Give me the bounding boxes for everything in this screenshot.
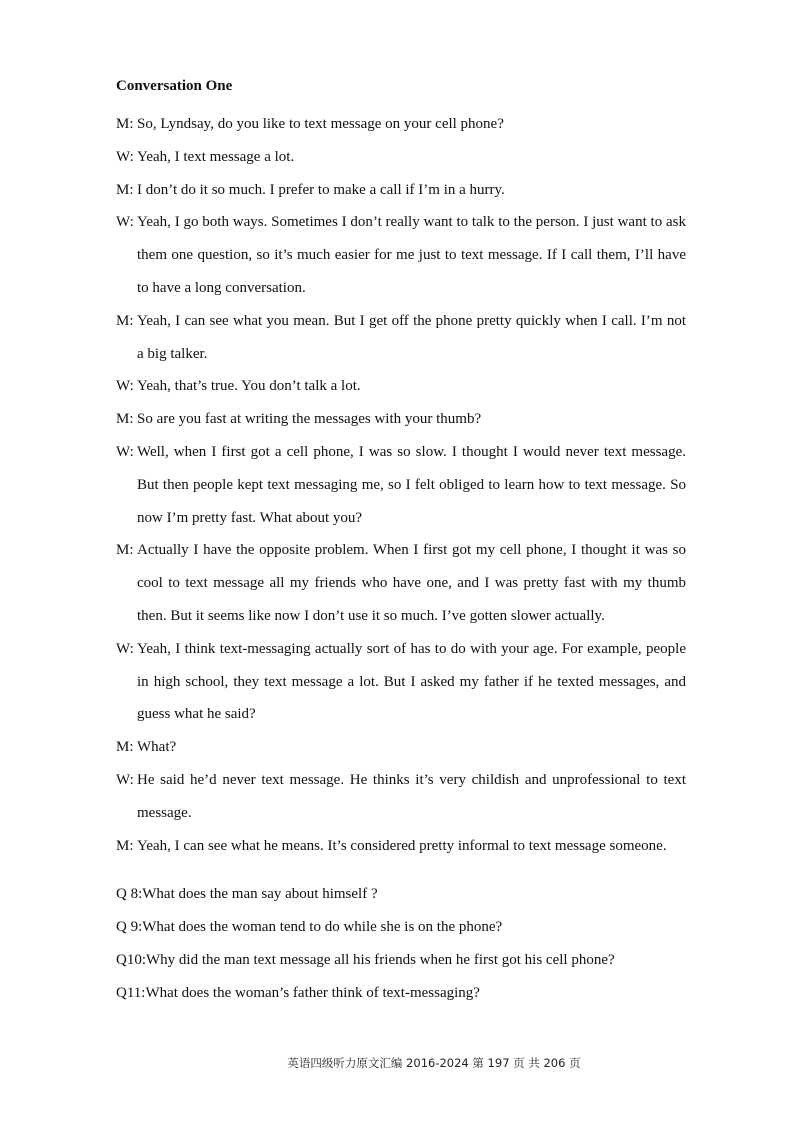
speaker-label: W:	[116, 214, 134, 231]
utterance: What?	[137, 739, 177, 756]
question-text: What does the woman tend to do while she is on the phone?	[142, 919, 503, 935]
utterance: Yeah, I text message a lot.	[137, 148, 295, 165]
dialogue-turn	[116, 764, 686, 830]
utterance: Yeah, I go both ways. Sometimes I don’t really want to talk to the person. I just want to ask them one question, so it’s much easier for me just to text message. If I call them, I’ll have to have a long conversation.	[137, 214, 686, 296]
utterance: Yeah, that’s true. You don’t talk a lot.	[137, 378, 361, 395]
question-item	[116, 878, 696, 911]
speaker-label: M:	[116, 116, 134, 132]
question-item	[116, 944, 696, 977]
utterance: So are you fast at writing the messages with your thumb?	[137, 411, 482, 428]
speaker-label: W:	[116, 443, 134, 460]
question-list	[116, 878, 696, 1010]
utterance: I don’t do it so much. I prefer to make a call if I’m in a hurry.	[137, 181, 505, 198]
speaker-label: W:	[116, 378, 134, 395]
dialogue-turn	[116, 633, 686, 731]
speaker-label: M:	[116, 411, 134, 428]
dialogue-turn	[116, 436, 686, 534]
utterance: Yeah, I can see what you mean. But I get off the phone pretty quickly when I call. I’m not a big talker.	[137, 312, 686, 362]
dialogue	[116, 108, 686, 862]
dialogue-turn	[116, 534, 686, 632]
speaker-label: M:	[116, 739, 134, 756]
question-number: Q 9:	[116, 919, 143, 935]
speaker-label: W:	[116, 771, 134, 788]
speaker-label: W:	[116, 148, 134, 165]
utterance: Yeah, I think text-messaging actually sort of has to do with your age. For example, people in high school, they text message a lot. But I asked my father if he texted messages, and guess what he said?	[137, 640, 686, 723]
question-number: Q11:	[116, 985, 146, 1001]
question-text: What does the woman’s father think of text-messaging?	[145, 985, 480, 1001]
utterance: So, Lyndsay, do you like to text message on your cell phone?	[137, 116, 504, 132]
speaker-label: M:	[116, 312, 134, 329]
utterance: Yeah, I can see what he means. It’s considered pretty informal to text message someone.	[137, 837, 667, 854]
utterance: Well, when I first got a cell phone, I was so slow. I thought I would never text message. But then people kept text messaging me, so I felt obliged to learn how to text message. So now I’m pretty fast. What about you?	[137, 443, 686, 526]
question-number: Q10:	[116, 952, 146, 968]
dialogue-turn	[116, 108, 686, 141]
speaker-label: M:	[116, 542, 134, 559]
dialogue-turn	[116, 305, 686, 371]
speaker-label: M:	[116, 181, 134, 198]
dialogue-turn	[116, 830, 686, 863]
utterance: Actually I have the opposite problem. When I first got my cell phone, I thought it was so cool to text message all my friends who have one, and I was pretty fast with my thumb then. But it seems like now I don’t use it so much. I’ve gotten slower actually.	[137, 542, 686, 624]
dialogue-turn	[116, 731, 686, 764]
speaker-label: W:	[116, 640, 134, 657]
dialogue-turn	[116, 403, 686, 436]
utterance: He said he’d never text message. He thinks it’s very childish and unprofessional to text message.	[137, 771, 686, 821]
question-item	[116, 911, 696, 944]
page-footer: 英语四级听力原文汇编 2016-2024 第 197 页 共 206 页	[287, 1056, 581, 1070]
question-text: What does the man say about himself ?	[142, 886, 378, 902]
dialogue-turn	[116, 370, 686, 403]
question-number: Q 8:	[116, 886, 143, 902]
question-item	[116, 977, 696, 1010]
question-text: Why did the man text message all his friends when he first got his cell phone?	[146, 952, 615, 968]
dialogue-turn	[116, 206, 686, 304]
dialogue-turn	[116, 141, 686, 174]
dialogue-turn	[116, 174, 686, 207]
speaker-label: M:	[116, 837, 134, 854]
conversation-title: Conversation One	[116, 78, 233, 94]
